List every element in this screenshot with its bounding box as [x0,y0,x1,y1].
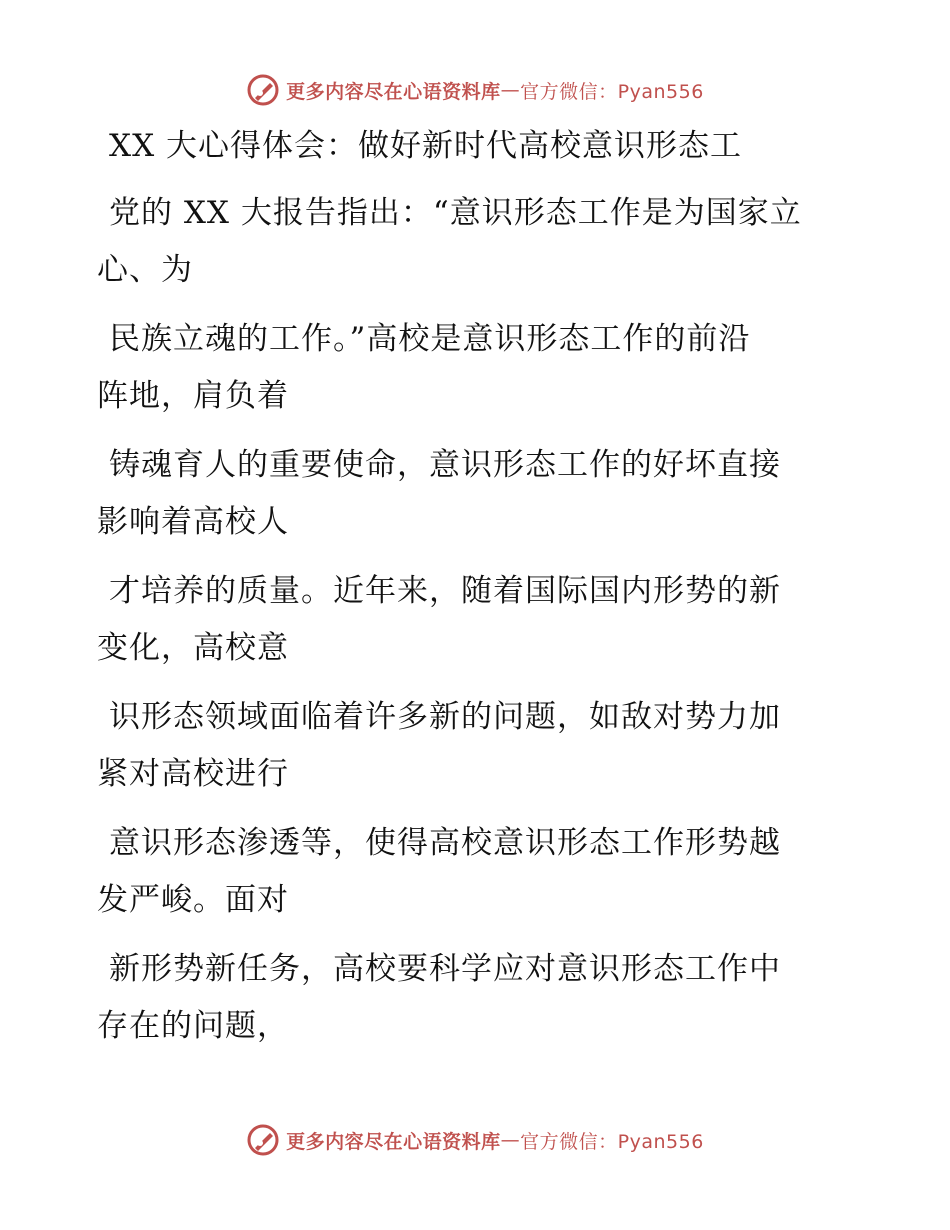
paragraph [97,815,857,929]
watermark-text: 更多内容尽在心语资料库 [286,1130,501,1153]
paragraph-line: 紧对高校进行 [97,756,289,792]
document-body [97,124,857,1067]
paragraph-line: 民族立魂的工作。”高校是意识形态工作的前沿 [109,321,751,357]
document-title: XX 大心得体会：做好新时代高校意识形态工 [109,128,742,164]
paragraph-line: 才培养的质量。近年来，随着国际国内形势的新 [109,573,781,609]
paragraph-line: 铸魂育人的重要使命，意识形态工作的好坏直接 [109,447,781,483]
watermark-wechat: 官方微信：Pyan556 [520,80,704,103]
paragraph [97,185,857,299]
paragraph-line: 阵地，肩负着 [97,378,289,414]
paragraph [97,563,857,677]
paragraph-line: 党的 XX 大报告指出：“意识形态工作是为国家立 [109,195,802,231]
paragraph-line: 发严峻。面对 [97,882,289,918]
paragraph-line: 意识形态渗透等，使得高校意识形态工作形势越 [109,825,781,861]
pen-logo-icon [246,1123,280,1157]
paragraph [97,437,857,551]
watermark-separator: — [500,79,521,101]
footer-watermark [0,1120,950,1160]
paragraph-line: 新形势新任务，高校要科学应对意识形态工作中 [109,951,781,987]
paragraph-line: 变化，高校意 [97,630,289,666]
paragraph-line: 存在的问题， [97,1008,289,1044]
paragraph-line: 心、为 [97,252,193,288]
paragraph [97,689,857,803]
paragraph-line: 识形态领域面临着许多新的问题，如敌对势力加 [109,699,781,735]
watermark-text: 更多内容尽在心语资料库 [286,80,501,103]
paragraph-line: 影响着高校人 [97,504,289,540]
paragraph [97,311,857,425]
watermark-separator: — [500,1129,521,1151]
header-watermark [0,70,950,110]
pen-logo-icon [246,73,280,107]
paragraph [97,941,857,1055]
watermark-wechat: 官方微信：Pyan556 [520,1130,704,1153]
